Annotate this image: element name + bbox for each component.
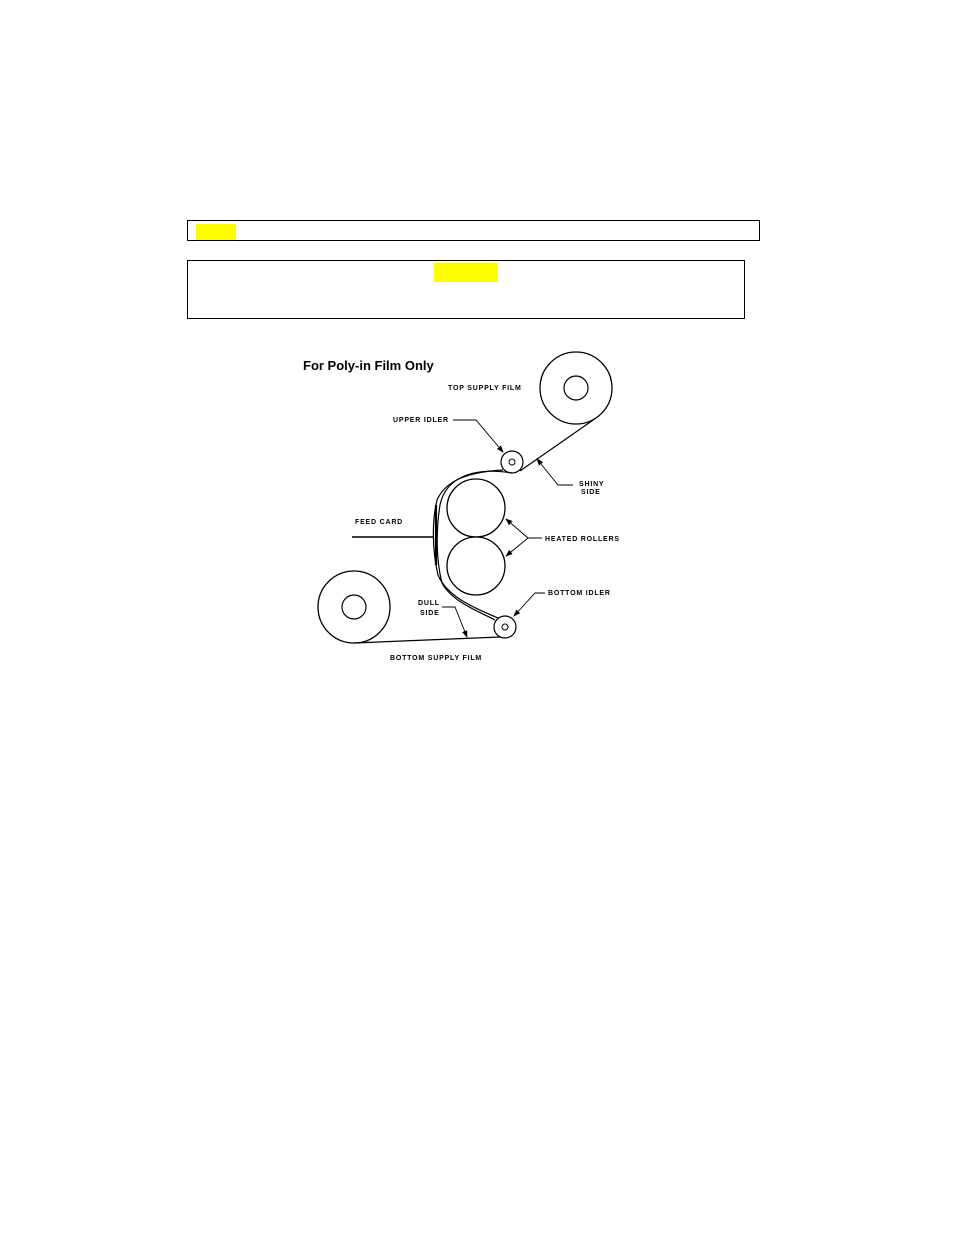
- caution-box: [187, 260, 745, 319]
- bottom-idler: [494, 616, 516, 638]
- film-threading-diagram: [290, 350, 640, 670]
- label-dull-side-2: SIDE: [420, 610, 440, 617]
- diagram-title: For Poly-in Film Only: [303, 358, 434, 373]
- label-heated-rollers: HEATED ROLLERS: [545, 536, 620, 543]
- label-feed-card: FEED CARD: [355, 519, 404, 526]
- upper-idler: [501, 451, 523, 473]
- label-shiny-side-2: SIDE: [581, 489, 601, 496]
- top-supply-roll: [540, 352, 612, 424]
- label-top-supply-film: TOP SUPPLY FILM: [448, 385, 522, 392]
- bottom-supply-roll: [318, 571, 390, 643]
- note-box: [187, 220, 760, 241]
- feed-card: [352, 505, 436, 565]
- label-dull-side-1: DULL: [418, 600, 440, 607]
- label-bottom-supply-film: BOTTOM SUPPLY FILM: [390, 655, 483, 662]
- caution-highlight: [434, 263, 498, 282]
- note-highlight: [196, 224, 236, 240]
- label-upper-idler: UPPER IDLER: [393, 417, 449, 424]
- label-bottom-idler: BOTTOM IDLER: [548, 590, 611, 597]
- heated-rollers: [447, 479, 505, 595]
- label-shiny-side-1: SHINY: [579, 481, 605, 488]
